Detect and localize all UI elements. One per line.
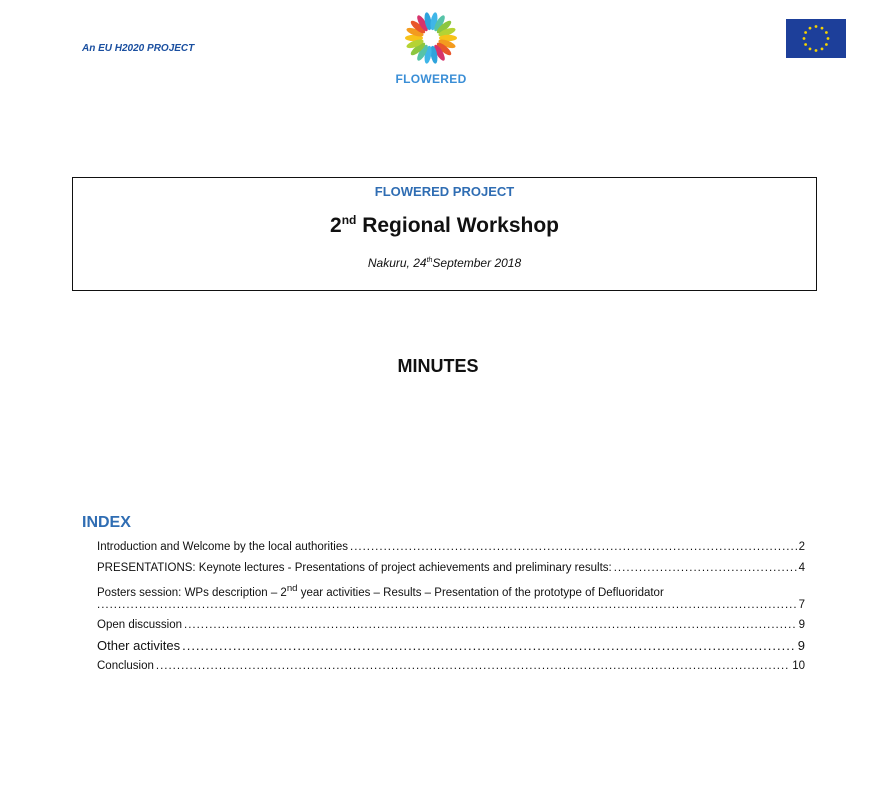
eu-star bbox=[804, 31, 807, 34]
eu-star bbox=[827, 37, 830, 40]
title-box bbox=[72, 177, 817, 291]
eu-star bbox=[815, 49, 818, 52]
toc-entry-presentations[interactable]: PRESENTATIONS: Keynote lectures - Presentations of project achievements and preliminary results: ..... 4 bbox=[97, 562, 805, 574]
place-date: Nakuru, 24thSeptember 2018 bbox=[367, 256, 522, 270]
eu-star bbox=[815, 25, 818, 28]
table-of-contents bbox=[97, 541, 805, 672]
eu-star bbox=[804, 43, 807, 46]
eu-star bbox=[803, 37, 806, 40]
eu-star bbox=[825, 43, 828, 46]
eu-flag-icon bbox=[786, 19, 846, 58]
toc-entry-open-discussion[interactable]: Open discussion ..... 9 bbox=[97, 619, 805, 631]
toc-entry-conclusion[interactable]: Conclusion ..... 10 bbox=[97, 660, 805, 672]
toc-entry-posters-session[interactable]: Posters session: WPs description – 2nd year activities – Results – Presentation of the prototype of Defluoridator ..... 7 bbox=[97, 583, 805, 611]
project-name: FLOWERED PROJECT bbox=[374, 184, 515, 199]
eu-star bbox=[809, 27, 812, 30]
eu-star bbox=[825, 31, 828, 34]
index-heading: INDEX bbox=[82, 514, 131, 531]
toc-entry-other-activities[interactable]: Other activites ..... 9 bbox=[97, 638, 805, 653]
flowered-logo bbox=[386, 8, 476, 98]
workshop-title: 2nd Regional Workshop bbox=[330, 213, 559, 237]
eu-star bbox=[809, 47, 812, 50]
flower-logo-icon bbox=[401, 8, 461, 68]
minutes-heading: MINUTES bbox=[397, 356, 479, 376]
toc-entry-introduction[interactable]: Introduction and Welcome by the local authorities ..... 2 bbox=[97, 541, 805, 553]
eu-star bbox=[821, 47, 824, 50]
project-tagline: An EU H2020 PROJECT bbox=[82, 43, 195, 54]
eu-star bbox=[821, 27, 824, 30]
logo-text: FLOWERED bbox=[395, 72, 467, 86]
